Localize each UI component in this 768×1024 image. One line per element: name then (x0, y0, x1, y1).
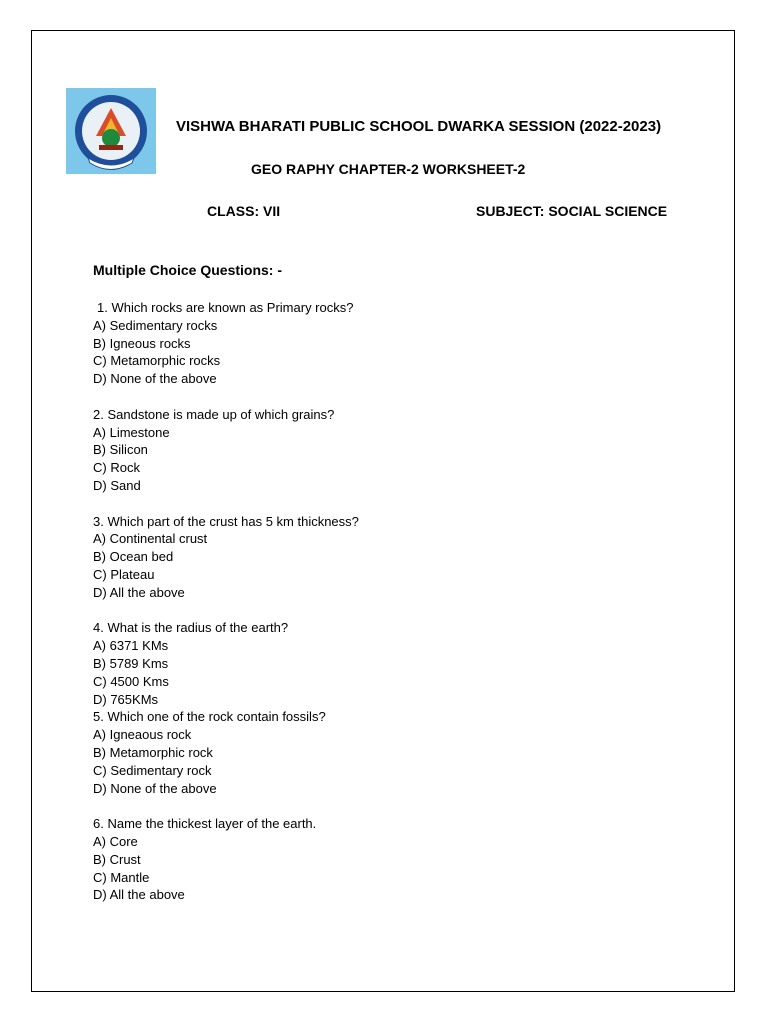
question-list (93, 299, 653, 904)
option-c: C) Rock (93, 460, 140, 476)
question-text: 5. Which one of the rock contain fossils? (93, 709, 326, 725)
question-1 (93, 299, 653, 388)
option-d: D) Sand (93, 477, 141, 493)
option-d: D) None of the above (93, 780, 217, 796)
option-a: A) Core (93, 833, 138, 849)
option-c: C) Plateau (93, 566, 155, 582)
question-text: 3. Which part of the crust has 5 km thickness? (93, 513, 359, 529)
subject-label: SUBJECT: SOCIAL SCIENCE (476, 203, 668, 219)
question-text: 1. Which rocks are known as Primary rocks? (97, 300, 354, 315)
option-c: C) Mantle (93, 869, 150, 885)
option-d: D) All the above (93, 584, 185, 600)
option-a: A) Igneaous rock (93, 727, 192, 743)
option-b: B) 5789 Kms (93, 655, 169, 671)
option-d: D) 765KMs (93, 691, 159, 707)
option-c: C) Sedimentary rock (93, 762, 212, 778)
option-b: B) Silicon (93, 442, 148, 458)
question-4 (93, 619, 653, 708)
question-text: 2. Sandstone is made up of which grains? (93, 406, 335, 422)
question-text: 6. Name the thickest layer of the earth. (93, 816, 317, 832)
question-5 (93, 708, 653, 797)
option-b: B) Metamorphic rock (93, 744, 213, 760)
question-6 (93, 815, 653, 904)
school-emblem-icon (66, 88, 156, 174)
option-c: C) Metamorphic rocks (93, 353, 221, 369)
school-title: VISHWA BHARATI PUBLIC SCHOOL DWARKA SESSION (2022-2023) (176, 118, 662, 135)
question-3 (93, 513, 653, 602)
worksheet-title: GEO RAPHY CHAPTER-2 WORKSHEET-2 (251, 161, 526, 177)
option-a: A) Limestone (93, 424, 170, 440)
option-b: B) Crust (93, 851, 141, 867)
section-title: Multiple Choice Questions: - (93, 262, 283, 278)
question-2 (93, 406, 653, 495)
option-a: A) Continental crust (93, 531, 208, 547)
option-a: A) Sedimentary rocks (93, 317, 218, 333)
option-d: D) All the above (93, 887, 185, 903)
option-b: B) Ocean bed (93, 549, 174, 565)
option-d: D) None of the above (93, 371, 217, 387)
option-a: A) 6371 KMs (93, 638, 169, 654)
option-b: B) Igneous rocks (93, 335, 191, 351)
class-label: CLASS: VII (207, 203, 281, 219)
question-text: 4. What is the radius of the earth? (93, 620, 289, 636)
option-c: C) 4500 Kms (93, 673, 169, 689)
